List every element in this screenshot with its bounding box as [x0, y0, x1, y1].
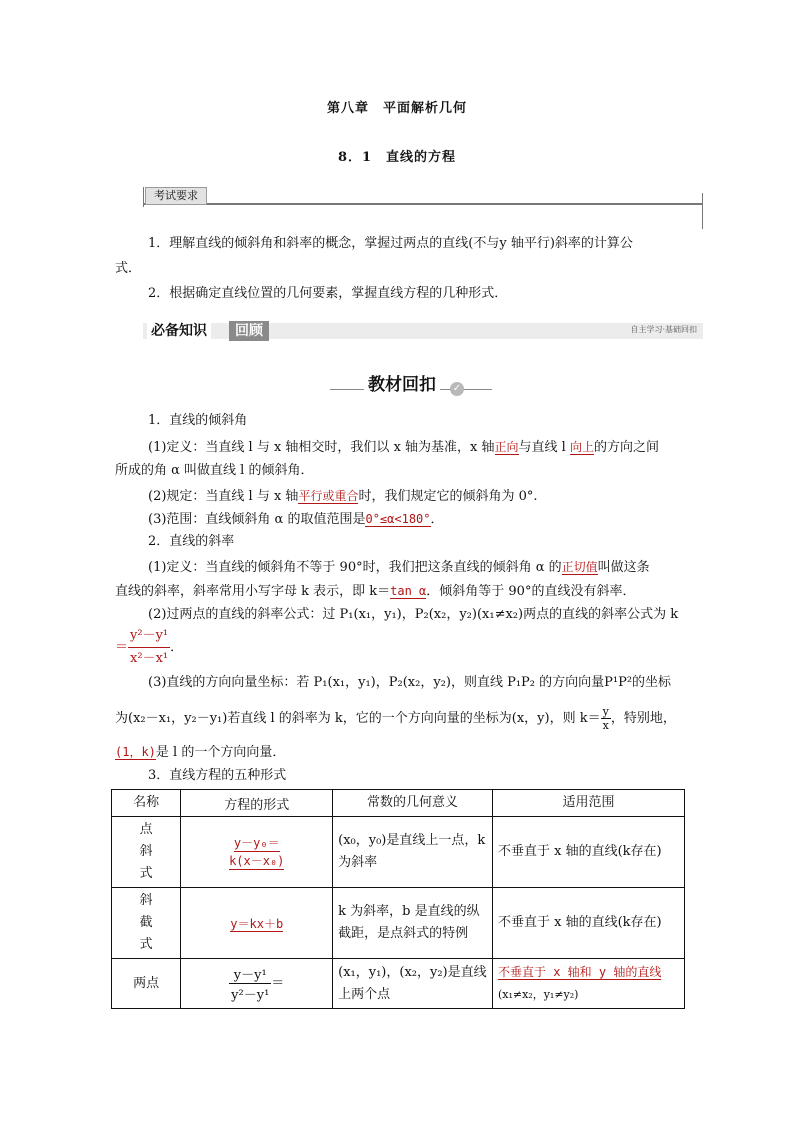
- fill-blank: 向上: [569, 440, 594, 454]
- requirement-2: 2．根据确定直线位置的几何要素，掌握直线方程的几种形式．: [148, 286, 508, 301]
- band-highlight: 回顾: [229, 321, 269, 341]
- fill-blank: 正切值: [561, 560, 598, 574]
- slope-definition-cont: 直线的斜率，斜率常用小写字母 k 表示，即 k＝tan α．倾斜角等于 90°的直线没有斜率．: [115, 584, 636, 599]
- fill-blank: 正向: [494, 440, 519, 454]
- row-form: y－y₀＝ k(x－x₀): [181, 817, 333, 888]
- heading-3: 3．直线方程的五种形式: [148, 768, 287, 783]
- angle-definition-cont: 所成的角 α 叫做直线 l 的倾斜角．: [115, 463, 314, 478]
- direction-vector: (3)直线的方向向量坐标：若 P₁(x₁，y₁)，P₂(x₂，y₂)，则直线 P₁P₂ 的方向向量P¹P²的坐标: [148, 675, 672, 690]
- requirement-1: 1．理解直线的倾斜角和斜率的概念，掌握过两点的直线(不与y 轴平行)斜率的计算公: [148, 236, 633, 251]
- slope-definition: (1)定义：当直线的倾斜角不等于 90°时，我们把这条直线的倾斜角 α 的正切值叫做这条: [148, 560, 650, 575]
- angle-definition: (1)定义：当直线 l 与 x 轴相交时，我们以 x 轴为基准，x 轴正向与直线 l 向上的方向之间: [148, 440, 659, 455]
- row-name: 斜截式: [112, 888, 181, 959]
- heading-2: 2．直线的斜率: [148, 534, 235, 549]
- angle-rule: (2)规定：当直线 l 与 x 轴平行或重合时，我们规定它的倾斜角为 0°.: [148, 489, 538, 504]
- band-title: 必备知识: [147, 320, 211, 342]
- table-row: [112, 888, 685, 959]
- chapter-title: 第八章 平面解析几何: [326, 101, 467, 116]
- table-header: 常数的几何意义: [333, 790, 493, 817]
- check-icon: ✓: [450, 382, 464, 396]
- row-name: 点斜式: [112, 817, 181, 888]
- row-range: 不垂直于 x 轴和 y 轴的直线 (x₁≠x₂，y₁≠y₂): [492, 959, 684, 1009]
- row-meaning: (x₀，y₀)是直线上一点，k 为斜率: [333, 817, 493, 888]
- section-title: 8．1 直线的方程: [337, 150, 457, 165]
- line-equation-forms-table: [111, 789, 685, 1009]
- heading-1: 1．直线的倾斜角: [148, 413, 248, 428]
- row-range: 不垂直于 x 轴的直线(k存在): [492, 888, 684, 959]
- knowledge-review-band: [143, 320, 703, 342]
- table-row: [112, 959, 685, 1009]
- requirements-box: [143, 185, 703, 227]
- fill-blank: 不垂直于 x 轴和 y 轴的直线: [497, 965, 662, 979]
- table-header: 适用范围: [492, 790, 684, 817]
- section-heading: [330, 368, 492, 394]
- fill-blank: 0°≤α<180°: [365, 512, 431, 526]
- row-form: y＝kx＋b: [181, 888, 333, 959]
- table-header: 方程的形式: [181, 790, 333, 817]
- slope-formula-fraction: ＝ $\frac{\text{y²－y¹}}{\text{x²－x¹}}$ ．: [115, 625, 183, 670]
- requirements-tab: 考试要求: [145, 187, 207, 205]
- fill-blank: (1，k): [115, 745, 156, 759]
- fill-blank: tan α: [390, 584, 427, 598]
- row-meaning: (x₁，y₁)，(x₂，y₂)是直线上两个点: [333, 959, 493, 1009]
- row-range: 不垂直于 x 轴的直线(k存在): [492, 817, 684, 888]
- direction-vector-end: (1，k)是 l 的一个方向向量．: [115, 745, 286, 760]
- table-row: [112, 817, 685, 888]
- requirement-1-cont: 式．: [115, 261, 142, 276]
- slope-formula: (2)过两点的直线的斜率公式：过 P₁(x₁，y₁)，P₂(x₂，y₂)(x₁≠x₂)两点的直线的斜率公式为 k: [148, 607, 679, 622]
- table-header-row: [112, 790, 685, 817]
- table-header: 名称: [112, 790, 181, 817]
- angle-range: (3)范围：直线倾斜角 α 的取值范围是0°≤α<180°．: [148, 512, 444, 527]
- direction-vector-cont: 为(x₂－x₁，y₂－y₁)若直线 l 的斜率为 k，它的一个方向向量的坐标为(x，y)，则 k＝ $\frac{y}{x}$ ，特别地，: [115, 705, 676, 732]
- section-heading-text: 教材回扣: [364, 370, 440, 395]
- row-name: 两点: [112, 959, 181, 1009]
- fill-blank: 平行或重合: [298, 489, 359, 503]
- band-right-text: 自主学习·基础回扣: [630, 325, 697, 334]
- row-meaning: k 为斜率，b 是直线的纵截距，是点斜式的特例: [333, 888, 493, 959]
- row-form: $\frac{\text{y－y¹}}{\text{y²－y¹}}$ ＝: [181, 959, 333, 1009]
